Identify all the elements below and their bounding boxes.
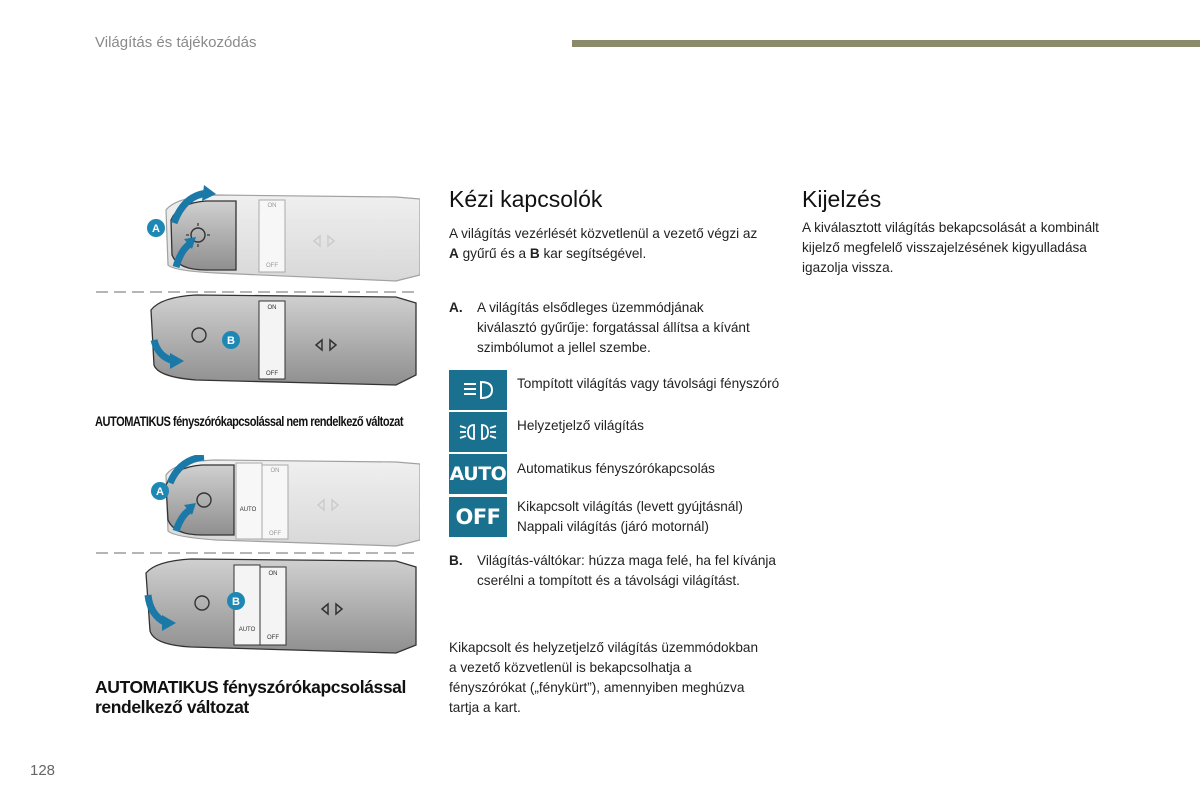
ring-label-auto-off: OFF [269,531,281,537]
item-b-letter: B. [449,553,463,568]
marker-b-2: B [232,596,240,608]
ring-label-auto-on-2: ON [268,571,278,577]
mode-desc-auto: Automatikus fényszórókapcsolás [517,461,715,476]
item-a-letter: A. [449,300,463,315]
low-high-beam-icon [449,370,507,410]
mode-desc-low-high-beam: Tompított világítás vagy távolsági fényszóró [517,376,780,391]
auto-icon: AUTO [449,454,507,494]
page-number: 128 [30,762,56,779]
ring-label-on-2: ON [267,305,277,311]
caption-without-auto: AUTOMATIKUS fényszórókapcsolással nem rendelkező változat [95,414,404,429]
ring-label-off-2: OFF [266,371,278,377]
ring-label-auto-off-2: OFF [267,635,279,641]
item-b-text: Világítás-váltókar: húzza maga felé, ha fel kívánja cserélni a tompított és a távolsági világítást. [477,553,776,588]
manual-intro: A világítás vezérlését közvetlenül a vezető végzi az A gyűrű és a B kar segítségével. [449,226,758,261]
stalk-illustration-manual [96,185,420,390]
ring-label-auto: AUTO [239,507,257,513]
running-header: Világítás és tájékozódás [95,34,257,51]
mode-desc-sidelights: Helyzetjelző világítás [517,418,644,433]
section-title-display: Kijelzés [802,186,882,212]
marker-a: A [152,223,160,235]
item-a-text: A világítás elsődleges üzemmódjának kiválasztó gyűrűje: forgatással állítsa a kívánt szimbólumot a jellel szembe. [477,300,750,355]
marker-b: B [227,335,235,347]
sidelights-icon [449,412,507,452]
stalk-illustration-auto [96,455,420,665]
ring-label-auto-2: AUTO [238,627,256,633]
off-icon: OFF [449,497,507,537]
mode-desc-off: Kikapcsolt világítás (levett gyújtásnál) Nappali világítás (járó motornál) [517,499,743,534]
ring-label-off: OFF [266,263,278,269]
ring-label-auto-on: ON [270,468,280,474]
marker-a-2: A [156,486,164,498]
header-rule [572,40,1200,47]
flash-paragraph: Kikapcsolt és helyzetjelző világítás üzemmódokban a vezető közvetlenül is bekapcsolhatja a fényszórókat („fénykürt”), amennyiben meghúzva tartja a kart. [449,640,759,715]
display-text: A kiválasztott világítás bekapcsolását a kombinált kijelző megfelelő visszajelzésének kigyulladása igazolja vissza. [802,220,1099,275]
item-b [449,551,779,591]
item-a [449,298,759,358]
section-title-manual: Kézi kapcsolók [449,186,603,212]
caption-with-auto: AUTOMATIKUS fényszórókapcsolással rendelkező változat [95,677,406,717]
ring-label-on: ON [267,203,277,209]
